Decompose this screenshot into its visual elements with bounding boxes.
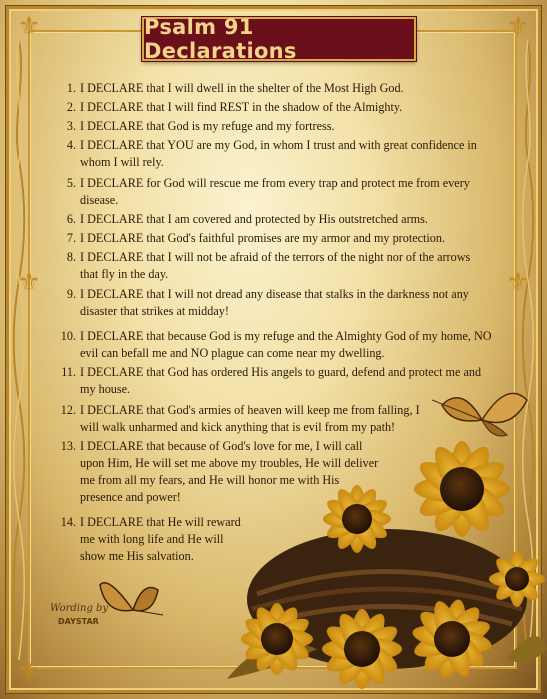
left-vine-ornament <box>12 40 26 660</box>
page-title: Psalm 91 Declarations <box>144 15 297 63</box>
list-item: 14. I DECLARE that He will reward me with long life and He will show me His salvation. <box>60 515 241 563</box>
fleur-de-lis-icon: ⚜ <box>17 268 41 297</box>
list-item: 7. I DECLARE that God's faithful promises are my armor and my protection. <box>66 231 446 245</box>
list-item: 9. I DECLARE that I will not dread any disease that stalks in the darkness not any disaster that strikes at midday! <box>66 287 469 318</box>
fleur-de-lis-icon: ⚜ <box>17 657 41 686</box>
list-item: 12. I DECLARE that God's armies of heaven will keep me from falling, I will walk unharmed and kick anything that is evil from my path! <box>60 403 420 434</box>
butterfly-icon <box>432 385 532 445</box>
list-item: 1. I DECLARE that I will dwell in the shelter of the Most High God. <box>66 81 404 95</box>
list-item: 3. I DECLARE that God is my refuge and my fortress. <box>66 119 335 133</box>
credit-line: Wording by <box>50 603 109 614</box>
list-item: 2. I DECLARE that I will find REST in the shadow of the Almighty. <box>66 100 403 114</box>
list-item: 4. I DECLARE that YOU are my God, in whom I trust and with great confidence in whom I will rely. <box>66 138 477 169</box>
butterfly-icon <box>98 570 168 630</box>
list-item: 5. I DECLARE for God will rescue me from every trap and protect me from every disease. <box>66 176 470 207</box>
list-item: 8. I DECLARE that I will not be afraid of the terrors of the night nor of the arrows that fly in the day. <box>66 250 471 281</box>
list-item: 13. I DECLARE that because of God's love for me, I will call upon Him, He will set me above my troubles, He will deliver me from all my fears, and He will honor me with His presence and power! <box>60 439 379 504</box>
fleur-de-lis-icon: ⚜ <box>506 268 530 297</box>
credit-author: DAYSTAR <box>58 617 99 626</box>
list-item: 6. I DECLARE that I am covered and protected by His outstretched arms. <box>66 212 428 226</box>
title-banner <box>142 17 416 61</box>
list-item: 10. I DECLARE that because God is my refuge and the Almighty God of my home, NO evil can befall me and NO plague can come near my dwelling. <box>60 329 492 360</box>
fleur-de-lis-icon: ⚜ <box>506 12 530 41</box>
list-item: 11. I DECLARE that God has ordered His angels to guard, defend and protect me and my house. <box>61 365 482 396</box>
fleur-de-lis-icon: ⚜ <box>17 12 41 41</box>
